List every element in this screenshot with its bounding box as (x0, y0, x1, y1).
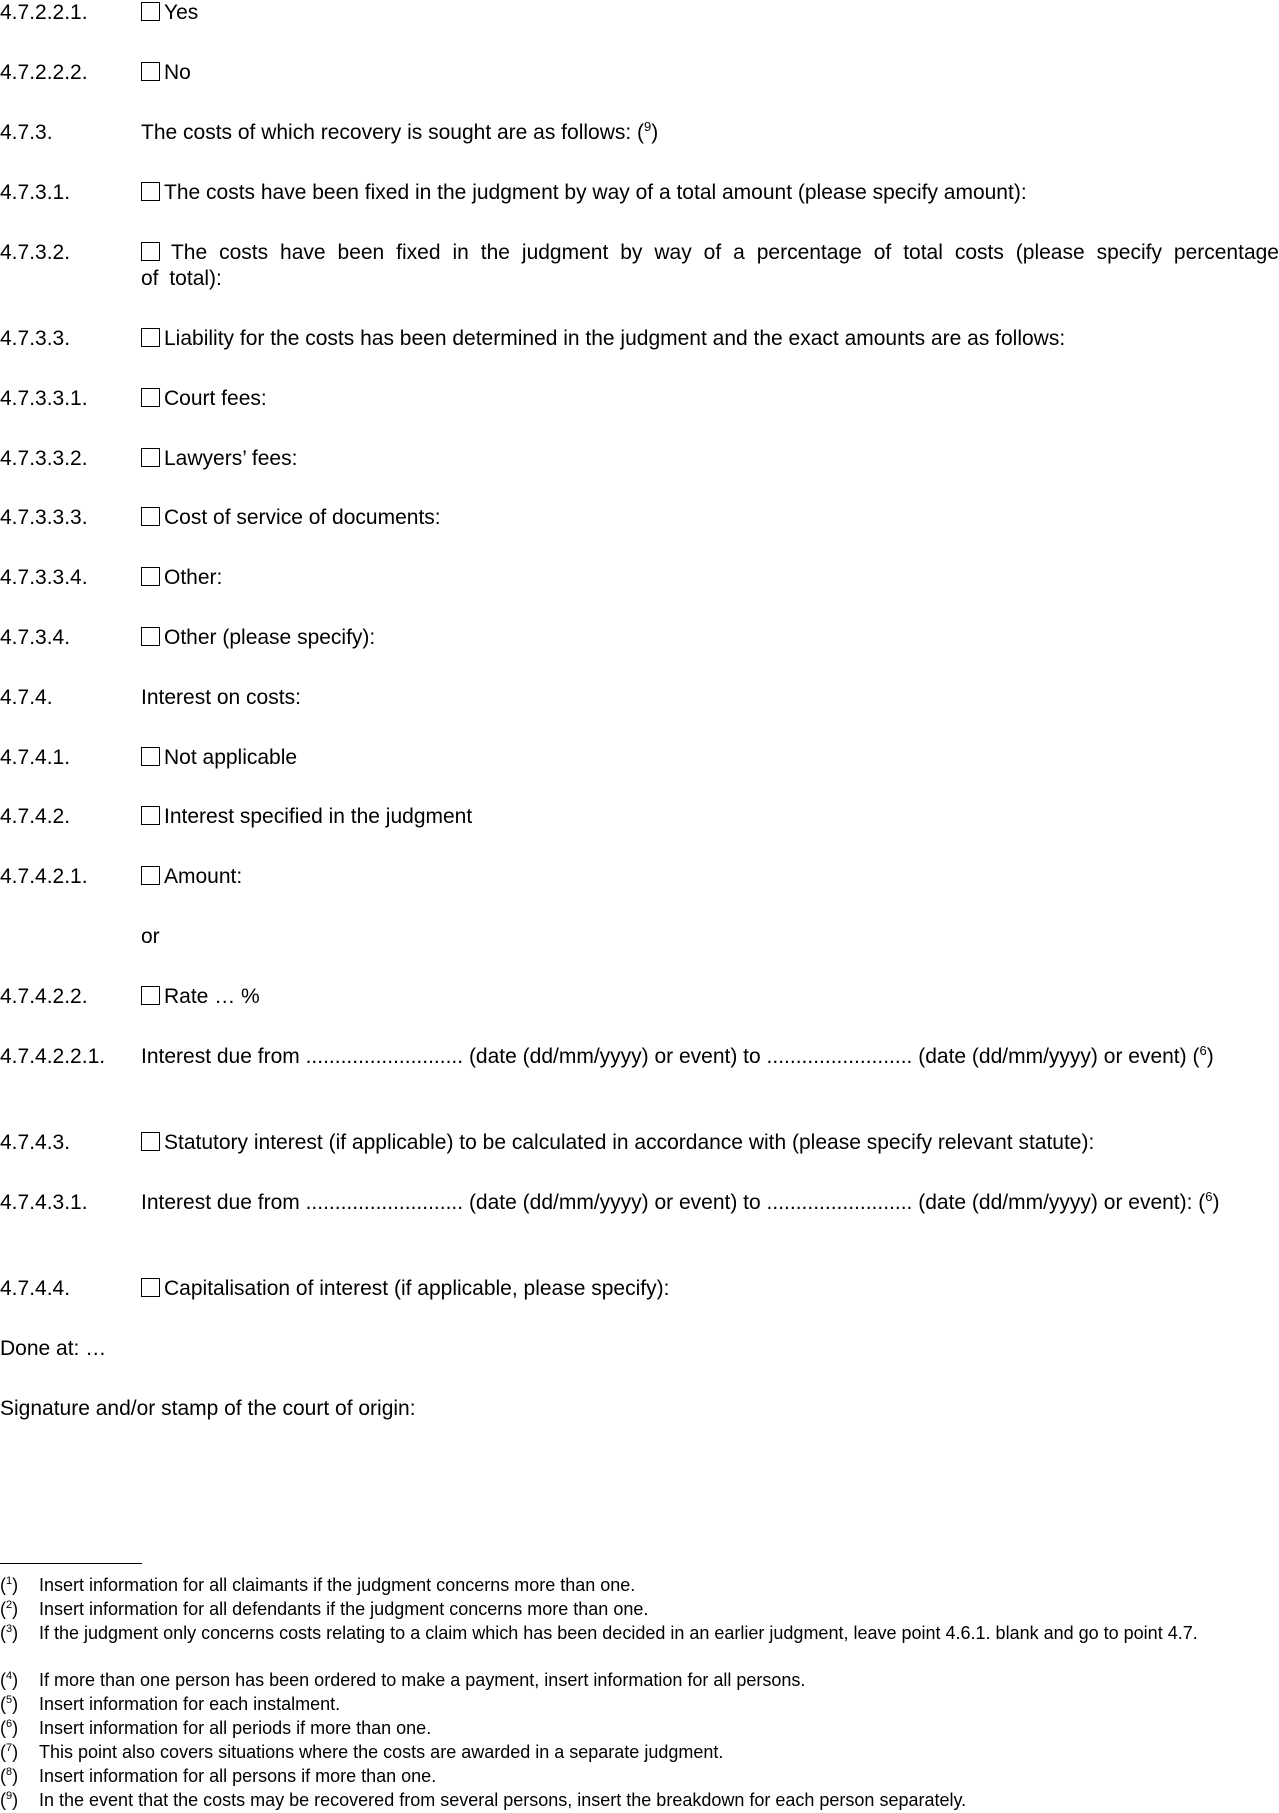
footnote-mark: ($^8$) (0, 1766, 19, 1786)
checkbox[interactable] (141, 1132, 160, 1151)
footnote-text: In the event that the costs may be recovered from several persons, insert the breakdown for each person separately. (39, 1790, 967, 1810)
item-number: 4.7.4.4. (0, 1277, 71, 1300)
item-number: 4.7.3.3.2. (0, 447, 88, 470)
item-text: The costs have been fixed in the judgment by way of a percentage of total costs (please specify percentage of total): (141, 241, 1279, 290)
item-text: No (164, 61, 191, 84)
item-text: Yes (164, 1, 199, 24)
item-number: 4.7.4.1. (0, 746, 71, 769)
footnote-mark: ($^9$) (0, 1790, 19, 1810)
checkbox[interactable] (141, 567, 160, 586)
item-text: Other (please specify): (164, 626, 376, 649)
item-text: Court fees: (164, 387, 267, 410)
footnote-mark: ($^4$) (0, 1670, 19, 1690)
checkbox[interactable] (141, 986, 160, 1005)
checkbox[interactable] (141, 1278, 160, 1297)
footnote-text: This point also covers situations where the costs are awarded in a separate judgment. (39, 1742, 724, 1762)
item-number: 4.7.3. (0, 121, 53, 144)
footnote-ref[interactable]: 6 (1205, 1189, 1213, 1204)
checkbox[interactable] (141, 2, 160, 21)
footnote-ref[interactable]: 9 (644, 119, 652, 134)
item-text-end: ) (651, 121, 659, 144)
item-number: 4.7.4.2.1. (0, 865, 88, 888)
checkbox[interactable] (141, 182, 160, 201)
item-text: Amount: (164, 865, 243, 888)
checkbox[interactable] (141, 627, 160, 646)
checkbox[interactable] (141, 62, 160, 81)
item-number: 4.7.3.3. (0, 327, 71, 350)
footnote-text: Insert information for each instalment. (39, 1694, 341, 1714)
item-number: 4.7.2.2.2. (0, 61, 88, 84)
footnote-text: Insert information for all defendants if the judgment concerns more than one. (39, 1599, 649, 1619)
checkbox[interactable] (141, 328, 160, 347)
item-number: 4.7.4.2.2.1. (0, 1045, 106, 1068)
item-number: 4.7.2.2.1. (0, 1, 88, 24)
item-number: 4.7.3.1. (0, 181, 71, 204)
item-text: Not applicable (164, 746, 298, 769)
footnote-ref[interactable]: 6 (1199, 1043, 1207, 1058)
item-number: 4.7.3.3.3. (0, 506, 88, 529)
footnote-mark: ($^5$) (0, 1694, 19, 1714)
item-number: 4.7.3.3.1. (0, 387, 88, 410)
checkbox[interactable] (141, 448, 160, 467)
item-number: 4.7.4.3. (0, 1131, 71, 1154)
item-number: 4.7.3.4. (0, 626, 71, 649)
footnote-mark: ($^3$) (0, 1623, 19, 1643)
item-text: Lawyers’ fees: (164, 447, 298, 470)
item-text: The costs have been fixed in the judgment by way of a total amount (please specify amount): (164, 181, 1027, 204)
footnote-mark: ($^7$) (0, 1742, 19, 1762)
item-text-end: ) (1212, 1191, 1220, 1214)
footnote-divider (0, 1563, 142, 1564)
item-text: Cost of service of documents: (164, 506, 441, 529)
item-number: 4.7.4.3.1. (0, 1191, 88, 1214)
checkbox[interactable] (141, 747, 160, 766)
item-text: The costs of which recovery is sought are as follows: ( (141, 121, 645, 144)
checkbox[interactable] (141, 866, 160, 885)
footnote-mark: ($^2$) (0, 1599, 19, 1619)
footnote-mark: ($^6$) (0, 1718, 19, 1738)
checkbox[interactable] (141, 388, 160, 407)
item-text: Interest due from ........................... (date (dd/mm/yyyy) or event) to ......................... (date (dd/mm/yyyy) or event): ( (141, 1191, 1206, 1214)
footnote-text: Insert information for all claimants if the judgment concerns more than one. (39, 1575, 636, 1595)
item-number: 4.7.3.2. (0, 241, 71, 264)
item-text: Interest specified in the judgment (164, 805, 473, 828)
done-at: Done at: … (0, 1337, 107, 1360)
item-text: Liability for the costs has been determined in the judgment and the exact amounts are as follows: (164, 327, 1066, 350)
item-number: 4.7.4.2. (0, 805, 71, 828)
item-text: Other: (164, 566, 223, 589)
item-text: Interest due from ........................... (date (dd/mm/yyyy) or event) to ......................... (date (dd/mm/yyyy) or event) ( (141, 1045, 1200, 1068)
item-number: 4.7.3.3.4. (0, 566, 88, 589)
item-number: 4.7.4. (0, 686, 53, 709)
footnote-text: If the judgment only concerns costs relating to a claim which has been decided in an earlier judgment, leave point 4.6.1. blank and go to point 4.7. (39, 1623, 1198, 1643)
checkbox[interactable] (141, 242, 160, 261)
checkbox[interactable] (141, 507, 160, 526)
item-text-end: ) (1206, 1045, 1214, 1068)
item-text: Capitalisation of interest (if applicable, please specify): (164, 1277, 670, 1300)
checkbox[interactable] (141, 806, 160, 825)
footnote-mark: ($^1$) (0, 1575, 19, 1595)
footnote-text: If more than one person has been ordered to make a payment, insert information for all persons. (39, 1670, 806, 1690)
item-text: Interest on costs: (141, 686, 301, 709)
item-text: Statutory interest (if applicable) to be calculated in accordance with (please specify relevant statute): (164, 1131, 1095, 1154)
signature-label: Signature and/or stamp of the court of origin: (0, 1397, 416, 1420)
item-text: or (141, 925, 160, 948)
item-number: 4.7.4.2.2. (0, 985, 88, 1008)
item-text: Rate … % (164, 985, 260, 1008)
footnote-text: Insert information for all persons if more than one. (39, 1766, 437, 1786)
footnote-text: Insert information for all periods if more than one. (39, 1718, 432, 1738)
